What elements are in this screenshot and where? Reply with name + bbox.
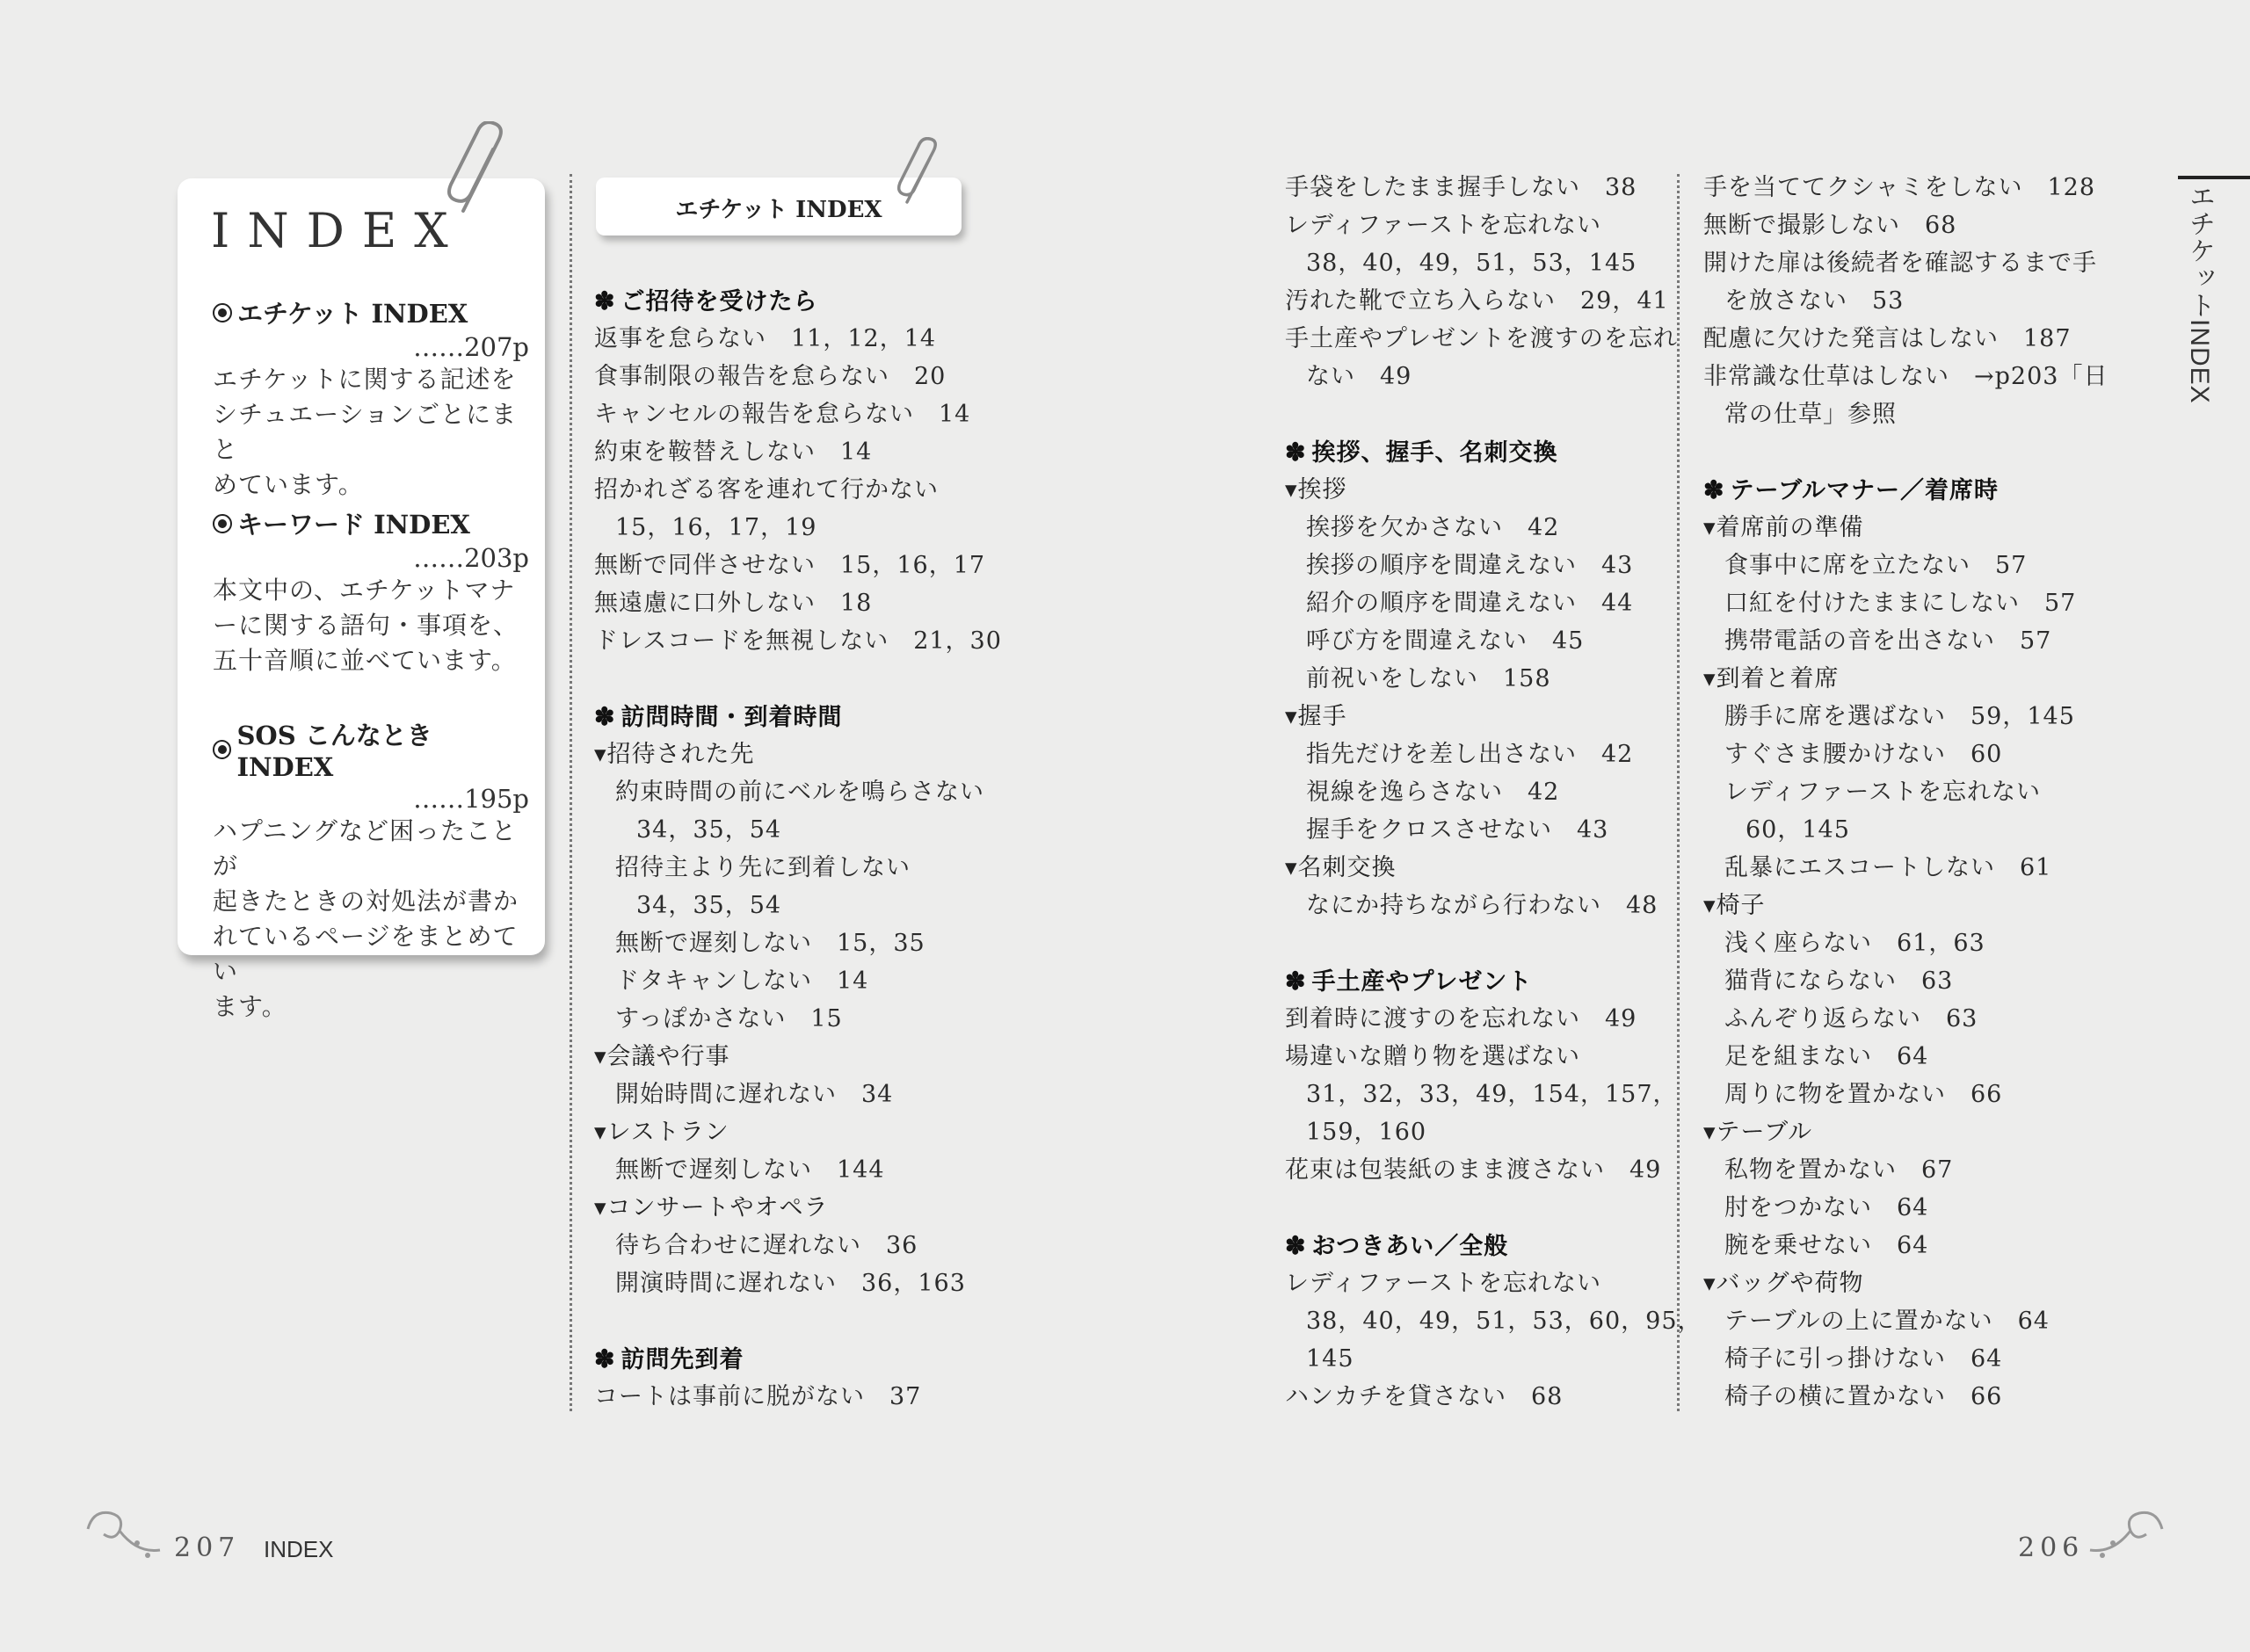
page-number-left: 207 [174,1532,241,1563]
index-entry: 開けた扉は後続者を確認するまで手 [1703,250,2097,277]
index-entry: 浅く座らない 61，63 [1724,930,1985,957]
index-entry: 周りに物を置かない 66 [1724,1081,2003,1108]
index-entry: コートは事前に脱がない 37 [594,1383,922,1410]
index-entry: 60，145 [1746,816,1850,844]
index-entry: すぐさま腰かけない 60 [1724,741,2003,768]
index-entry: 椅子の横に置かない 66 [1724,1383,2003,1410]
flower-icon: ✽ [594,286,616,315]
index-entry: 場違いな贈り物を選ばない [1285,1043,1580,1070]
ornament-icon [84,1504,163,1566]
index-entry: 肘をつかない 64 [1724,1194,1929,1221]
flower-icon: ✽ [1285,438,1307,467]
index-entry: レディファーストを忘れない [1285,1270,1601,1297]
index-entry: 挨拶を欠かさない 42 [1306,514,1560,541]
index-entry: を放さない 53 [1724,287,1905,315]
index-entry: 15，16，17，19 [615,514,817,541]
index-entry: テーブルの上に置かない 64 [1724,1308,2050,1335]
index-entry: 手土産やプレゼントを渡すのを忘れ [1285,325,1678,352]
index-entry: 無断で同伴させない 15，16，17 [594,552,986,579]
index-entry: 口紅を付けたままにしない 57 [1724,590,2077,617]
index-entry: 159，160 [1306,1119,1427,1146]
subsection-heading: ▾握手 [1285,703,1347,730]
section-heading: ✽ 手土産やプレゼント [1285,962,1532,1000]
index-entry: 猫背にならない 63 [1724,967,1954,995]
index-entry: 約束を鞍替えしない 14 [594,438,873,466]
side-label: エチケットINDEX [2185,183,2214,404]
index-entry: 待ち合わせに遅れない 36 [615,1232,918,1259]
index-entry: 無断で遅刻しない 144 [615,1156,885,1184]
index-entry: ない 49 [1306,363,1412,390]
subsection-heading: ▾招待された先 [594,741,755,768]
bullet-icon [213,303,232,322]
index-entry: 挨拶の順序を間違えない 43 [1306,552,1634,579]
index-entry: 勝手に席を選ばない 59，145 [1724,703,2075,730]
section-heading: ✽ おつきあい／全般 [1285,1227,1508,1264]
subsection-heading: ▾コンサートやオペラ [594,1194,829,1221]
index-entry: 招かれざる客を連れて行かない [594,476,939,504]
paperclip-icon [895,137,947,207]
flower-icon: ✽ [1285,1231,1307,1260]
section-heading: ✽ 挨拶、握手、名刺交換 [1285,433,1557,471]
subsection-heading: ▾会議や行事 [594,1043,730,1070]
page-number-right: 206 [2018,1532,2085,1563]
index-entry: 開始時間に遅れない 34 [615,1081,894,1108]
index-entry: 手袋をしたまま握手しない 38 [1285,174,1637,201]
section-heading: ✽ ご招待を受けたら [594,282,817,320]
index-entry: 椅子に引っ掛けない 64 [1724,1345,2003,1373]
card-section-keyword [213,505,529,678]
subsection-heading: ▾椅子 [1703,892,1766,919]
index-entry: 145 [1306,1345,1354,1373]
index-entry: 34，35，54 [636,816,782,844]
index-entry: ふんぞり返らない 63 [1724,1005,1978,1032]
index-entry: 配慮に欠けた発言はしない 187 [1703,325,2072,352]
flower-icon: ✽ [1285,967,1307,996]
index-entry: 38，40，49，51，53，145 [1306,250,1637,277]
index-entry: 前祝いをしない 158 [1306,665,1551,692]
subsection-heading: ▾名刺交換 [1285,854,1397,881]
index-entry: 常の仕草」参照 [1724,401,1897,428]
index-entry: 私物を置かない 67 [1724,1156,1954,1184]
tab-label: エチケット INDEX [675,197,882,223]
index-entry: すっぽかさない 15 [615,1005,843,1032]
index-entry: レディファーストを忘れない [1285,212,1601,239]
index-entry: 食事制限の報告を怠らない 20 [594,363,947,390]
subsection-heading: ▾テーブル [1703,1119,1813,1146]
index-card [178,178,545,1021]
index-entry: 手を当ててクシャミをしない 128 [1703,174,2095,201]
index-entry: 無断で遅刻しない 15，35 [615,930,925,957]
card-section-page: ……207p [413,332,529,362]
card-section-heading: エチケット INDEX [237,299,468,329]
index-entry: 乱暴にエスコートしない 61 [1724,854,2052,881]
index-entry: なにか持ちながら行わない 48 [1306,892,1658,919]
index-entry: 呼び方を間違えない 45 [1306,627,1585,655]
card-title: INDEX [211,203,466,258]
subsection-heading: ▾バッグや荷物 [1703,1270,1864,1297]
index-entry: 携帯電話の音を出さない 57 [1724,627,2052,655]
index-column-1 [594,282,1002,1424]
subsection-heading: ▾挨拶 [1285,476,1347,504]
index-entry: 返事を怠らない 11，12，14 [594,325,937,352]
index-entry: 汚れた靴で立ち入らない 29，41 [1285,287,1669,315]
index-entry: 招待主より先に到着しない [615,854,911,881]
flower-icon: ✽ [1703,475,1725,504]
subsection-heading: ▾到着と着席 [1703,665,1840,692]
index-entry: 到着時に渡すのを忘れない 49 [1285,1005,1637,1032]
index-entry: 腕を乗せない 64 [1724,1232,1929,1259]
index-entry: ハンカチを貸さない 68 [1285,1383,1564,1410]
paperclip-icon [444,121,514,218]
index-entry: 34，35，54 [636,892,782,919]
bullet-icon [213,740,231,759]
index-entry: 開演時間に遅れない 36，163 [615,1270,966,1297]
subsection-heading: ▾レストラン [594,1119,729,1146]
index-entry: 無断で撮影しない 68 [1703,212,1957,239]
index-entry: 31，32，33，49，154，157， [1306,1081,1678,1108]
card-section-desc: エチケットに関する記述を シチュエーションごとにまと めています。 [213,365,518,499]
footer-label: INDEX [264,1536,334,1562]
index-entry: 握手をクロスさせない 43 [1306,816,1609,844]
card-section-page: ……195p [413,784,529,814]
card-section-heading: キーワード INDEX [237,510,470,540]
flower-icon: ✽ [594,1344,616,1373]
index-entry: 約束時間の前にベルを鳴らさない [615,779,984,806]
card-section-sos [213,716,529,1025]
index-entry: 足を組まない 64 [1724,1043,1929,1070]
index-entry: 花束は包装紙のまま渡さない 49 [1285,1156,1662,1184]
index-column-2 [1285,169,1702,1417]
card-section-page: ……203p [413,543,529,573]
subsection-heading: ▾着席前の準備 [1703,514,1864,541]
index-entry: キャンセルの報告を怠らない 14 [594,401,971,428]
column-divider [570,174,572,1411]
index-entry: 食事中に席を立たない 57 [1724,552,2028,579]
card-section-etiquette [213,294,529,503]
index-column-3 [1703,169,2108,1417]
ornament-icon [2087,1504,2166,1566]
section-heading: ✽ テーブルマナー／着席時 [1703,471,1999,509]
card-section-heading: SOS こんなとき INDEX [236,721,432,782]
section-heading: ✽ 訪問時間・到着時間 [594,698,842,735]
index-entry: 無遠慮に口外しない 18 [594,590,873,617]
index-entry: ドタキャンしない 14 [615,967,869,995]
index-entry: 38，40，49，51，53，60，95， [1306,1308,1702,1335]
index-entry: 指先だけを差し出さない 42 [1306,741,1634,768]
index-entry: 紹介の順序を間違えない 44 [1306,590,1634,617]
card-section-desc: ハプニングなど困ったことが 起きたときの対処法が書か れているページをまとめてい ます。 [213,816,519,1021]
flower-icon: ✽ [594,702,616,731]
card-section-desc: 本文中の、エチケットマナ ーに関する語句・事項を、 五十音順に並べています。 [213,576,519,675]
section-heading: ✽ 訪問先到着 [594,1340,744,1378]
column-divider [1677,174,1680,1411]
index-entry: 視線を逸らさない 42 [1306,779,1560,806]
index-entry: ドレスコードを無視しない 21，30 [594,627,1002,655]
index-entry: レディファーストを忘れない [1724,779,2041,806]
index-entry: 非常識な仕草はしない →p203「日 [1703,363,2108,390]
bullet-icon [213,514,232,533]
side-rule [2178,176,2250,179]
